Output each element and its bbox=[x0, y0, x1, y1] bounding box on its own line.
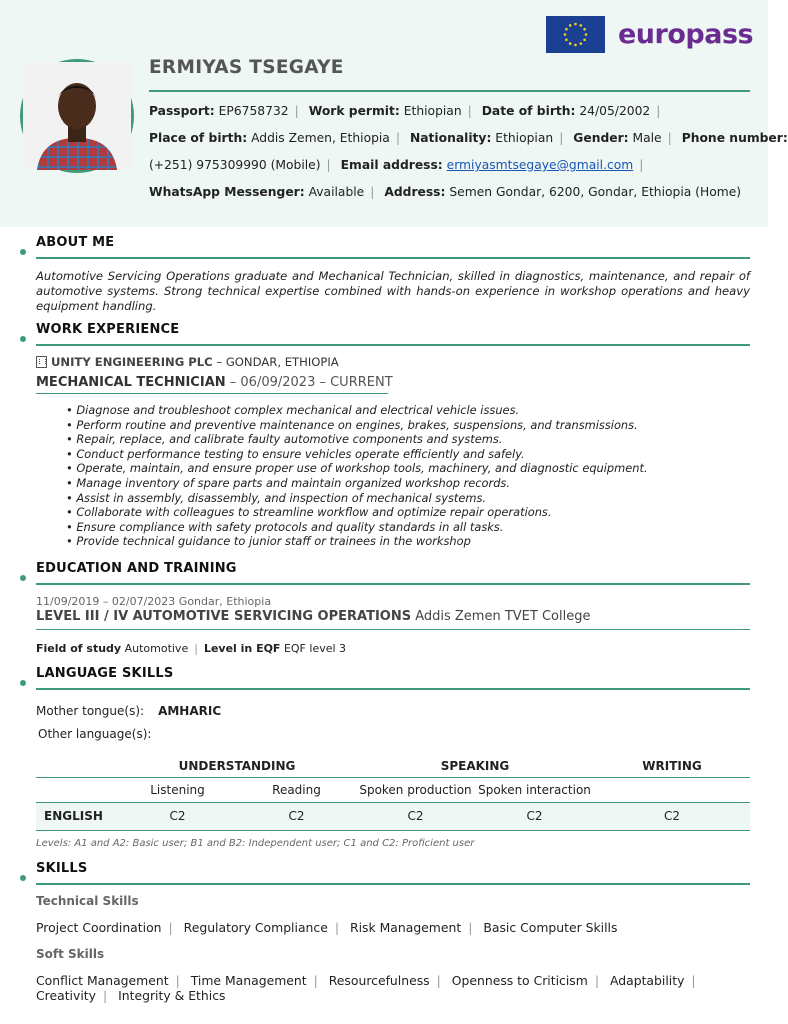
skill-item: Resourcefulness bbox=[328, 973, 430, 988]
table-subheader: Listening bbox=[118, 777, 237, 802]
job-divider bbox=[36, 393, 388, 394]
education-divider bbox=[36, 629, 750, 630]
duties-list bbox=[66, 403, 648, 549]
europass-wordmark: europass bbox=[618, 19, 754, 50]
employer-line bbox=[36, 355, 339, 369]
work-permit-label: Work permit: bbox=[308, 104, 400, 118]
skills-section bbox=[20, 861, 750, 887]
levels-note: Levels: A1 and A2: Basic user; B1 and B2: Independent user; C1 and C2: Proficient user bbox=[36, 838, 475, 849]
skill-item: Conflict Management bbox=[36, 973, 169, 988]
table-cell: C2 bbox=[118, 802, 237, 830]
about-text: Automotive Servicing Operations graduate and Mechanical Technician, skilled in diagnostics, maintenance, and repair of automotive systems. Strong technical expertise combined with hands-on experience in workshop operations and heavy equipment handling. bbox=[36, 269, 750, 313]
education-title: EDUCATION AND TRAINING bbox=[36, 561, 237, 576]
nationality-label: Nationality: bbox=[409, 131, 492, 145]
table-cell: C2 bbox=[356, 802, 475, 830]
gender-value: Male bbox=[632, 131, 662, 145]
employer-location: – GONDAR, ETHIOPIA bbox=[216, 355, 339, 369]
skill-item: Regulatory Compliance bbox=[183, 920, 328, 935]
technical-skills-heading: Technical Skills bbox=[36, 894, 139, 908]
table-header: WRITING bbox=[594, 755, 750, 777]
passport-value: EP6758732 bbox=[218, 104, 289, 118]
table-subheader-blank bbox=[594, 777, 750, 802]
table-row bbox=[36, 802, 750, 830]
table-cell: C2 bbox=[594, 802, 750, 830]
whatsapp-label: WhatsApp Messenger: bbox=[149, 185, 305, 199]
job-dates: – 06/09/2023 – CURRENT bbox=[229, 375, 393, 390]
name-divider bbox=[149, 90, 750, 92]
education-field-line: Field of study Automotive | Level in EQF EQF level 3 bbox=[36, 642, 347, 655]
skill-item: Risk Management bbox=[349, 920, 462, 935]
list-item: • Perform routine and preventive maintenance on engines, brakes, suspensions, and transmissions. bbox=[66, 418, 648, 433]
section-bullet bbox=[20, 680, 26, 686]
skills-title: SKILLS bbox=[36, 861, 88, 876]
mother-tongue-line bbox=[36, 704, 221, 718]
mother-tongue-label: Mother tongue(s): bbox=[36, 704, 145, 718]
skill-item: Openness to Criticism bbox=[451, 973, 588, 988]
building-icon bbox=[36, 356, 47, 368]
email-link[interactable]: ermiyasmtsegaye@gmail.com bbox=[446, 158, 634, 172]
phone-value: (+251) 975309990 (Mobile) bbox=[149, 158, 321, 172]
table-subheader-blank bbox=[36, 777, 118, 802]
about-rule bbox=[36, 257, 750, 259]
skill-item: Adaptability bbox=[609, 973, 685, 988]
list-item: • Repair, replace, and calibrate faulty automotive components and systems. bbox=[66, 432, 648, 447]
job-title-line bbox=[36, 375, 393, 390]
table-cell-language: ENGLISH bbox=[36, 802, 118, 830]
mother-tongue-value: AMHARIC bbox=[158, 704, 222, 718]
address-value: Semen Gondar, 6200, Gondar, Ethiopia (Home) bbox=[449, 185, 742, 199]
skill-item: Integrity & Ethics bbox=[118, 988, 226, 1003]
language-section bbox=[20, 666, 750, 692]
skill-item: Time Management bbox=[190, 973, 307, 988]
education-qualification-line bbox=[36, 609, 590, 624]
work-section bbox=[20, 322, 750, 348]
whatsapp-value: Available bbox=[308, 185, 365, 199]
table-header-blank bbox=[36, 755, 118, 777]
language-table bbox=[36, 755, 750, 831]
list-item: • Manage inventory of spare parts and maintain organized workshop records. bbox=[66, 476, 648, 491]
skill-item: Project Coordination bbox=[36, 920, 162, 935]
list-item: • Ensure compliance with safety protocols and quality standards in all tasks. bbox=[66, 520, 648, 535]
gender-label: Gender: bbox=[573, 131, 629, 145]
table-cell: C2 bbox=[475, 802, 594, 830]
info-line-1: Passport: EP6758732 | Work permit: Ethiopian | Date of birth: 24/05/2002 | bbox=[149, 104, 661, 118]
list-item: • Provide technical guidance to junior staff or trainees in the workshop bbox=[66, 534, 648, 549]
skill-item: Basic Computer Skills bbox=[483, 920, 618, 935]
address-label: Address: bbox=[384, 185, 446, 199]
list-item: • Diagnose and troubleshoot complex mechanical and electrical vehicle issues. bbox=[66, 403, 648, 418]
candidate-name: ERMIYAS TSEGAYE bbox=[149, 57, 344, 78]
europass-logo bbox=[546, 16, 753, 53]
dob-value: 24/05/2002 bbox=[579, 104, 651, 118]
table-cell: C2 bbox=[237, 802, 356, 830]
info-line-4: WhatsApp Messenger: Available | Address: Semen Gondar, 6200, Gondar, Ethiopia (Home) bbox=[149, 185, 742, 199]
work-permit-value: Ethiopian bbox=[403, 104, 462, 118]
employer-name: UNITY ENGINEERING PLC bbox=[51, 355, 213, 369]
technical-skills-list: Project Coordination | Regulatory Compliance | Risk Management | Basic Computer Skills bbox=[36, 920, 618, 935]
education-qualification: LEVEL III / IV AUTOMOTIVE SERVICING OPERATIONS bbox=[36, 609, 412, 624]
work-title: WORK EXPERIENCE bbox=[36, 322, 180, 337]
education-date-place: 11/09/2019 – 02/07/2023 Gondar, Ethiopia bbox=[36, 595, 272, 608]
nationality-value: Ethiopian bbox=[495, 131, 554, 145]
education-section bbox=[20, 561, 750, 587]
section-bullet bbox=[20, 875, 26, 881]
work-rule bbox=[36, 344, 750, 346]
eqf-value: EQF level 3 bbox=[283, 642, 347, 655]
about-title: ABOUT ME bbox=[36, 235, 115, 250]
other-languages-label: Other language(s): bbox=[38, 727, 152, 741]
table-header: UNDERSTANDING bbox=[118, 755, 356, 777]
field-value: Automotive bbox=[124, 642, 189, 655]
table-subheader: Spoken production bbox=[356, 777, 475, 802]
job-position: MECHANICAL TECHNICIAN bbox=[36, 375, 226, 390]
passport-label: Passport: bbox=[149, 104, 215, 118]
field-label: Field of study bbox=[36, 642, 122, 655]
table-subheader: Spoken interaction bbox=[475, 777, 594, 802]
section-bullet bbox=[20, 336, 26, 342]
profile-header bbox=[0, 0, 788, 227]
education-institution: Addis Zemen TVET College bbox=[415, 609, 591, 624]
about-section bbox=[20, 235, 750, 261]
language-rule bbox=[36, 688, 750, 690]
skills-rule bbox=[36, 883, 750, 885]
skill-item: Creativity bbox=[36, 988, 96, 1003]
eqf-label: Level in EQF bbox=[203, 642, 281, 655]
table-header: SPEAKING bbox=[356, 755, 594, 777]
info-line-3: (+251) 975309990 (Mobile) | Email address: ermiyasmtsegaye@gmail.com | bbox=[149, 158, 644, 172]
phone-label: Phone number: bbox=[681, 131, 788, 145]
dob-label: Date of birth: bbox=[481, 104, 576, 118]
education-rule bbox=[36, 583, 750, 585]
list-item: • Conduct performance testing to ensure vehicles operate efficiently and safely. bbox=[66, 447, 648, 462]
list-item: • Assist in assembly, disassembly, and inspection of mechanical systems. bbox=[66, 491, 648, 506]
email-label: Email address: bbox=[340, 158, 443, 172]
section-bullet bbox=[20, 249, 26, 255]
table-subheader: Reading bbox=[237, 777, 356, 802]
language-title: LANGUAGE SKILLS bbox=[36, 666, 174, 681]
profile-photo bbox=[20, 59, 134, 173]
list-item: • Operate, maintain, and ensure proper use of workshop tools, machinery, and diagnostic equipment. bbox=[66, 461, 648, 476]
birthplace-value: Addis Zemen, Ethiopia bbox=[251, 131, 390, 145]
soft-skills-heading: Soft Skills bbox=[36, 947, 105, 961]
section-bullet bbox=[20, 575, 26, 581]
eu-flag-icon bbox=[546, 16, 605, 53]
soft-skills-list: Conflict Management | Time Management | Resourcefulness | Openness to Criticism | Adaptability | Creativity | Integrity & Ethics bbox=[36, 973, 696, 1003]
info-line-2: Place of birth: Addis Zemen, Ethiopia | Nationality: Ethiopian | Gender: Male | Phone number: bbox=[149, 131, 788, 145]
birthplace-label: Place of birth: bbox=[149, 131, 248, 145]
list-item: • Collaborate with colleagues to streamline workflow and optimize repair operations. bbox=[66, 505, 648, 520]
